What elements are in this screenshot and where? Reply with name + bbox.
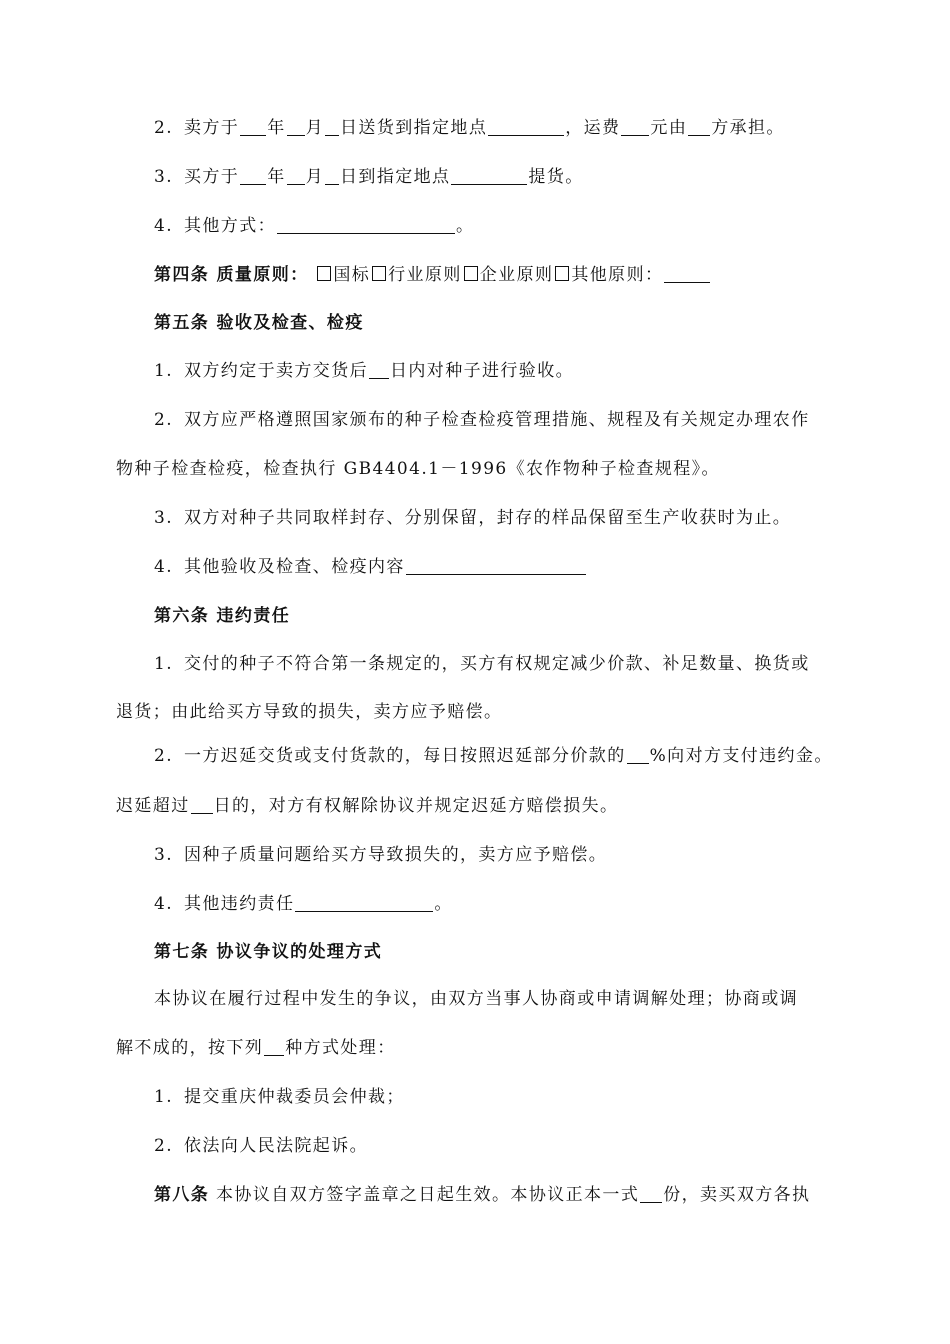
blank-field[interactable] [627,746,649,764]
article-heading: 第五条 验收及检查、检疫 [154,313,364,333]
blank-field[interactable] [191,796,213,814]
blank-field[interactable] [264,1038,284,1056]
article-7-item-1: 1. 提交重庆仲裁委员会仲裁； [154,1087,405,1107]
blank-field[interactable] [287,167,305,185]
blank-field[interactable] [325,167,339,185]
article-heading: 第七条 协议争议的处理方式 [154,942,383,962]
delivery-item-3: 3. 买方于 年 月 日到指定地点 提货。 [154,167,584,187]
blank-field[interactable] [240,167,266,185]
article-7-paragraph: 本协议在履行过程中发生的争议，由双方当事人协商或申请调解处理；协商或调 [154,989,798,1009]
blank-field[interactable] [451,167,527,185]
article-6-item-1-cont: 退货；由此给买方导致的损失，卖方应予赔偿。 [116,702,503,722]
checkbox[interactable] [372,266,386,281]
article-heading: 第八条 [154,1185,210,1205]
article-5-item-3: 3. 双方对种子共同取样封存、分别保留，封存的样品保留至生产收获时为止。 [154,508,792,528]
article-4: 第四条 质量原则： 国标 行业原则 企业原则 其他原则： [154,263,711,287]
article-7-item-2: 2. 依法向人民法院起诉。 [154,1136,368,1156]
article-heading: 第四条 质量原则 [154,265,291,285]
article-5-item-1: 1. 双方约定于卖方交货后 日内对种子进行验收。 [154,361,574,381]
blank-field[interactable] [287,118,305,136]
article-6-item-4: 4. 其他违约责任 。 [154,894,453,914]
article-heading: 第六条 违约责任 [154,606,291,626]
blank-field[interactable] [488,118,564,136]
checkbox[interactable] [317,266,331,281]
blank-field[interactable] [369,361,389,379]
article-6-item-2-cont: 迟延超过 日的，对方有权解除协议并规定迟延方赔偿损失。 [116,796,619,816]
checkbox[interactable] [464,266,478,281]
article-6-item-3: 3. 因种子质量问题给买方导致损失的，卖方应予赔偿。 [154,845,608,865]
blank-field[interactable] [406,557,586,575]
blank-field[interactable] [664,265,710,283]
blank-field[interactable] [688,118,710,136]
article-6-item-1: 1. 交付的种子不符合第一条规定的，买方有权规定减少价款、补足数量、换货或 [154,654,810,674]
blank-field[interactable] [277,216,455,234]
blank-field[interactable] [640,1185,662,1203]
article-5-item-4: 4. 其他验收及检查、检疫内容 [154,555,587,579]
blank-field[interactable] [621,118,649,136]
delivery-item-4: 4. 其他方式： 。 [154,216,475,236]
article-8: 第八条 本协议自双方签字盖章之日起生效。本协议正本一式 份，卖买双方各执 [154,1185,811,1205]
article-5-item-2-cont: 物种子检查检疫，检查执行 GB4404.1－1996《农作物种子检查规程》。 [116,459,720,479]
article-7-paragraph-cont: 解不成的，按下列 种方式处理： [116,1038,396,1058]
article-5-item-2: 2. 双方应严格遵照国家颁布的种子检查检疫管理措施、规程及有关规定办理农作 [154,410,810,430]
blank-field[interactable] [240,118,266,136]
article-6-item-2: 2. 一方迟延交货或支付货款的，每日按照迟延部分价款的 %向对方支付违约金。 [154,746,833,766]
blank-field[interactable] [295,894,433,912]
blank-field[interactable] [325,118,339,136]
checkbox[interactable] [555,266,569,281]
delivery-item-2: 2. 卖方于 年 月 日送货到指定地点 ，运费 元由 方承担。 [154,118,785,138]
